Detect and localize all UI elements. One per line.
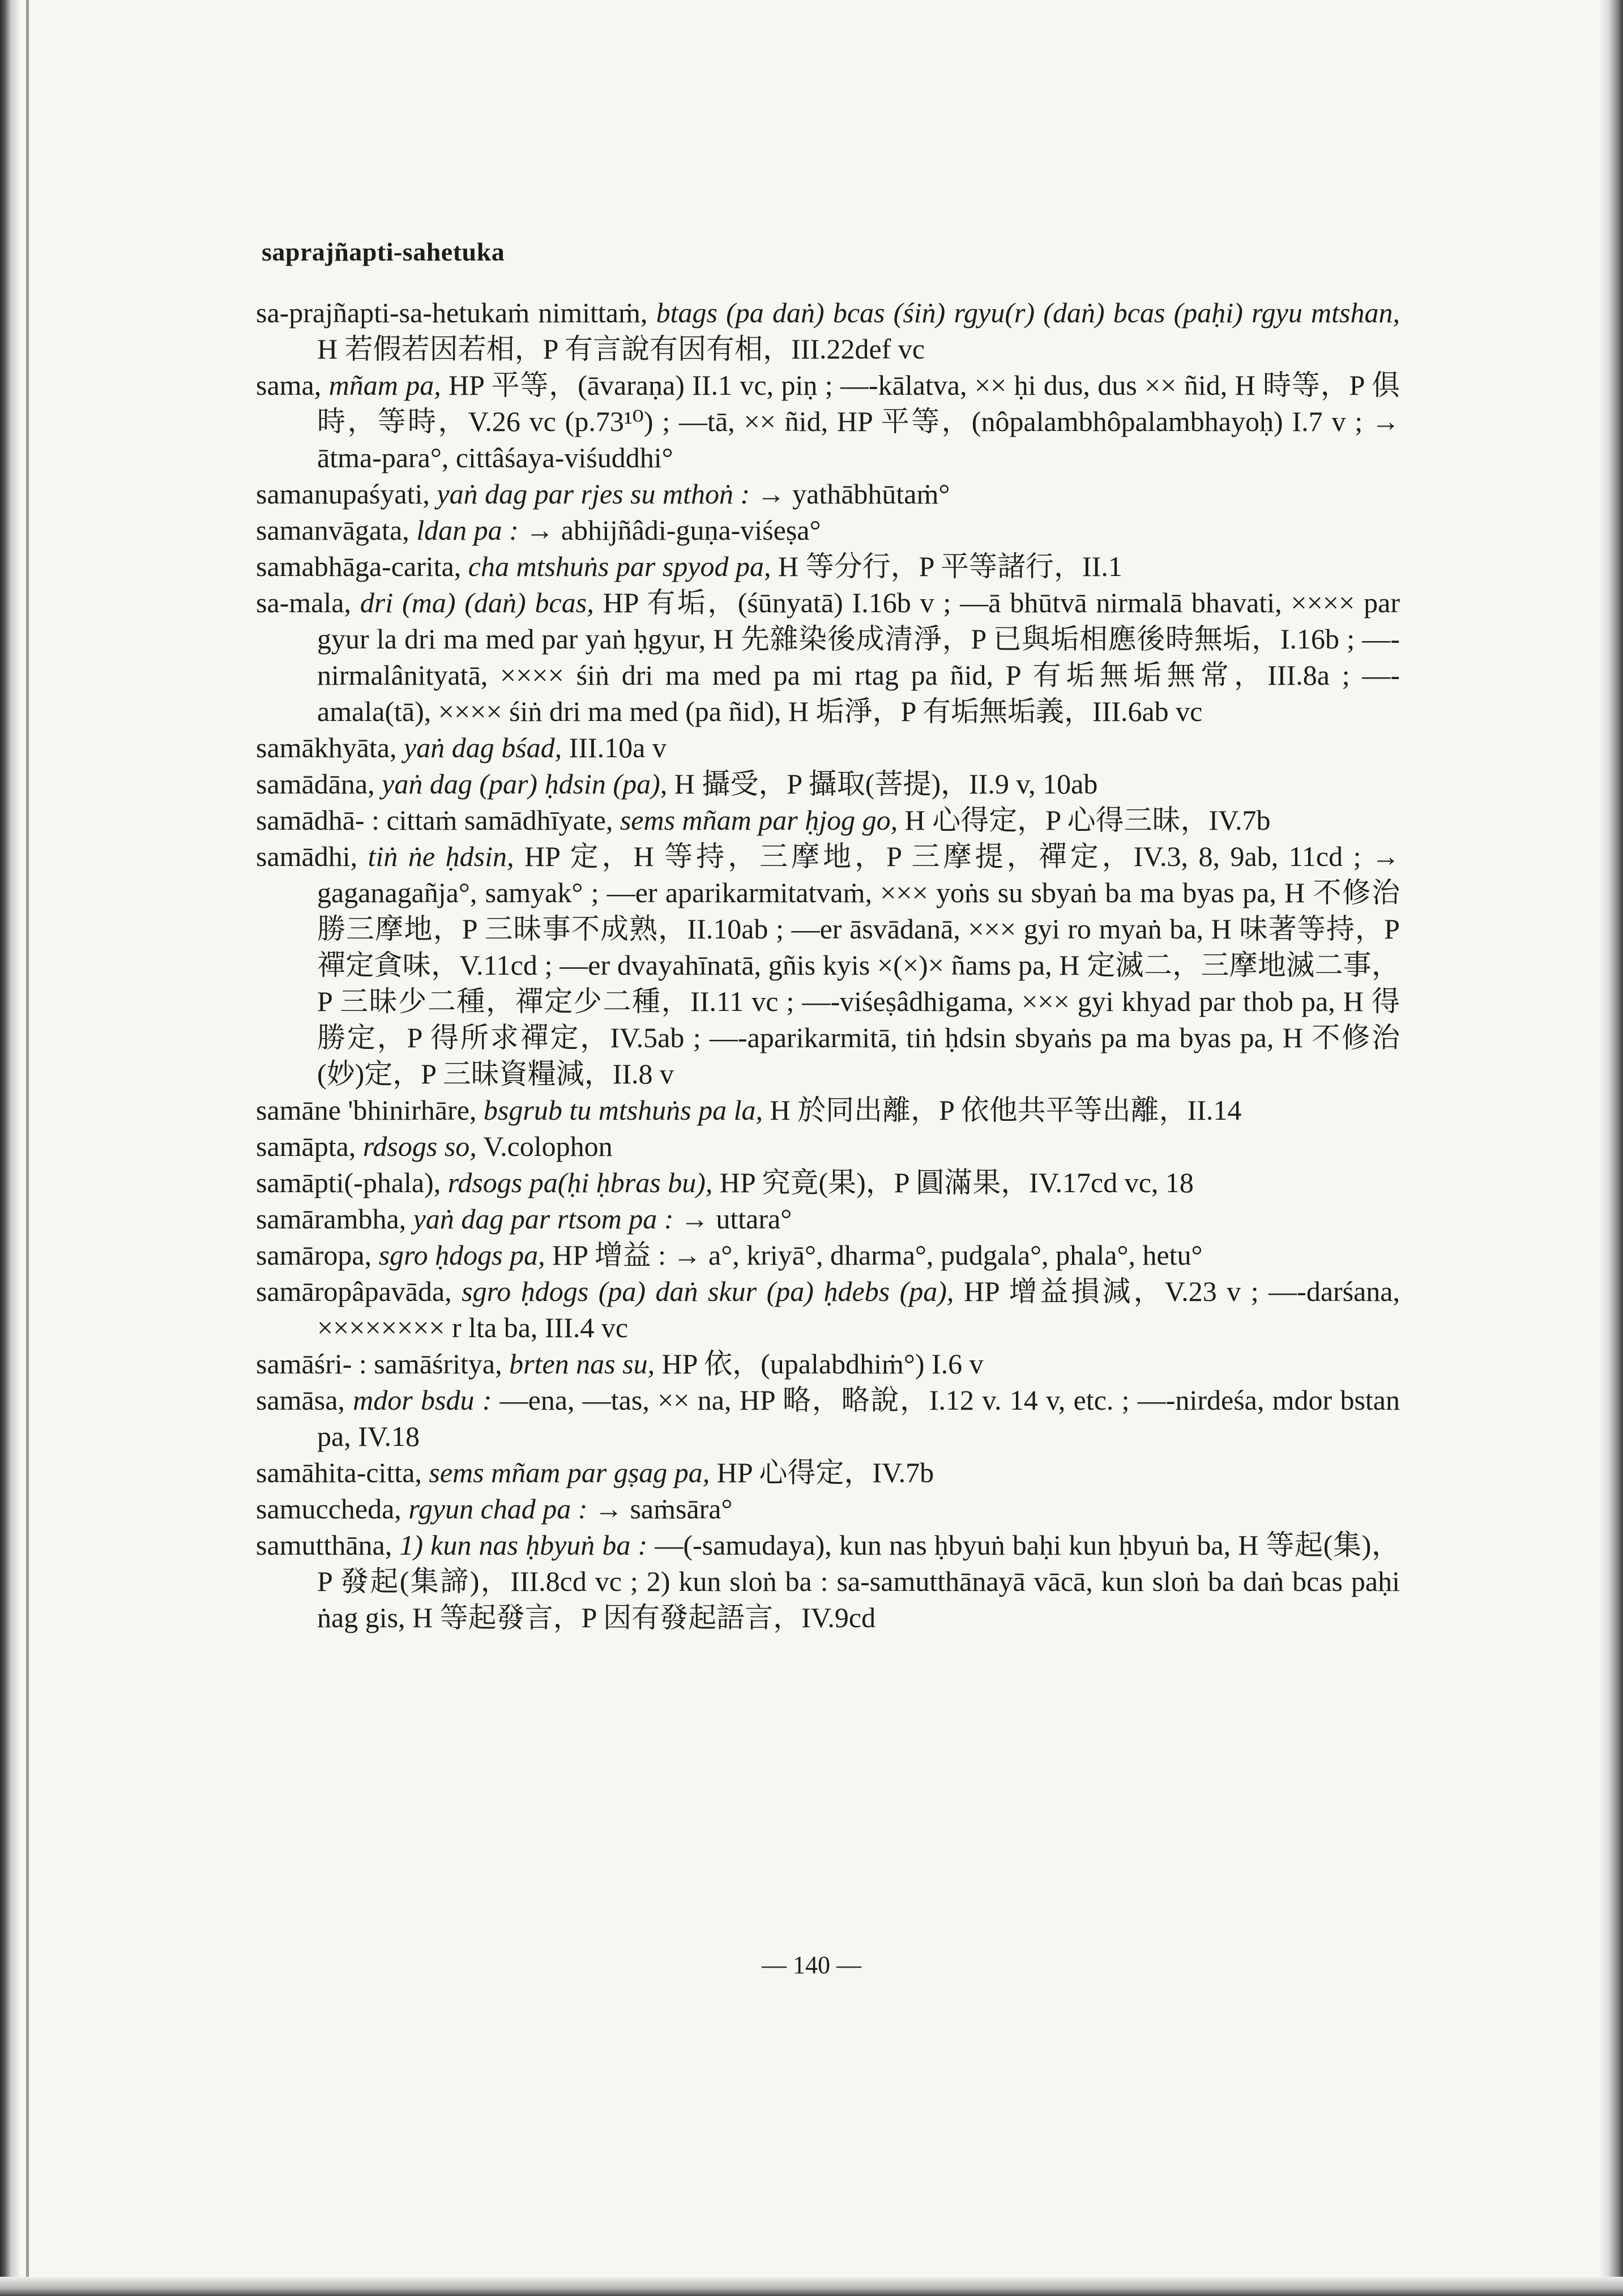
- entry-tibetan: rgyun chad pa :: [401, 1493, 588, 1525]
- entry-tibetan: sems mñam par gṣag pa,: [421, 1457, 710, 1488]
- entry-tibetan: yaṅ dag (par) ḥdsin (pa),: [374, 768, 668, 800]
- entry: [256, 1201, 1400, 1237]
- entry-headword: samārambha,: [256, 1203, 407, 1235]
- entry-body: HP 心得定，IV.7b: [710, 1457, 934, 1488]
- entry-tibetan: ldan pa :: [409, 514, 519, 546]
- entry: [256, 729, 1400, 766]
- entry: [256, 1491, 1400, 1527]
- entry-headword: sa-prajñapti-sa-hetukaṁ nimittaṁ,: [256, 297, 648, 328]
- entry-body: V.colophon: [476, 1130, 613, 1162]
- entry: [256, 512, 1400, 548]
- entry: [256, 584, 1400, 729]
- entry: [256, 1164, 1400, 1201]
- entry: [256, 766, 1400, 802]
- entry-headword: samutthāna,: [256, 1529, 392, 1561]
- entry-body: HP 增益 : → a°, kriyā°, dharma°, pudgala°, phala°, hetu°: [545, 1239, 1203, 1271]
- entry-headword: samāśri- : samāśritya,: [256, 1348, 502, 1380]
- entry-body: —ena, —tas, ×× na, HP 略，略說，I.12 v. 14 v, etc. ; —-nirdeśa, mdor bstan pa, IV.18: [317, 1384, 1400, 1452]
- entry-tibetan: dri (ma) (daṅ) bcas,: [351, 587, 594, 618]
- entry: [256, 1128, 1400, 1164]
- entry: [256, 476, 1400, 512]
- running-head: saprajñapti-sahetuka: [262, 237, 505, 266]
- entry: [256, 1237, 1400, 1273]
- entry: [256, 548, 1400, 584]
- entry-body: HP 增益損減，V.23 v ; —-darśana, ×××××××× r lta ba, III.4 vc: [317, 1275, 1400, 1343]
- entry-headword: samabhāga-carita,: [256, 550, 462, 582]
- entry-body: → abhijñâdi-guṇa-viśeṣa°: [518, 514, 821, 546]
- entry-headword: sama,: [256, 369, 322, 401]
- entry-headword: samāpti(-phala),: [256, 1167, 441, 1198]
- entry-body: → uttara°: [673, 1203, 792, 1235]
- entry-headword: samanupaśyati,: [256, 478, 430, 510]
- entry-body: HP 定，H 等持，三摩地，P 三摩提，禪定，IV.3, 8, 9ab, 11cd ; → gaganagañja°, samyak° ; —er aparikarmitatvaṁ, ××× yoṅs su sbyaṅ ba ma byas pa, H 不修治勝三摩地，P 三昧事不成熟，II.10ab ; —er āsvādanā, ××× gyi ro myaṅ ba, H 味著等持，P 禪定貪味，V.11cd ; —er dvayahīnatā, gñis kyis ×(×)× ñams pa, H 定滅二，三摩地滅二事，P 三昧少二種，禪定少二種，II.11 vc ; —-viśeṣâdhigama, ××× gyi khyad par thob pa, H 得勝定，P 得所求禪定，IV.5ab ; —-aparikarmitā, tiṅ ḥdsin sbyaṅs pa ma byas pa, H 不修治(妙)定，P 三昧資糧減，II.8 v: [317, 840, 1400, 1090]
- entry: [256, 367, 1400, 476]
- entry: [256, 1346, 1400, 1382]
- entry-headword: samādhā- : cittaṁ samādhīyate,: [256, 804, 613, 836]
- entry-tibetan: tiṅ ṅe ḥdsin,: [357, 840, 514, 872]
- entry-body: HP 究竟(果)，P 圓滿果，IV.17cd vc, 18: [712, 1167, 1194, 1198]
- entry-tibetan: btags (pa daṅ) bcas (śiṅ) rgyu(r) (daṅ) bcas (paḥi) rgyu mtshan,: [647, 297, 1400, 328]
- entry-tibetan: sems mñam par ḥjog go,: [613, 804, 898, 836]
- dictionary-entries: [256, 295, 1400, 1636]
- entry: [256, 1092, 1400, 1128]
- entry-tibetan: mñam pa,: [321, 369, 441, 401]
- entry-tibetan: 1) kun nas ḥbyuṅ ba :: [392, 1529, 648, 1561]
- entry: [256, 295, 1400, 367]
- entry-headword: samākhyāta,: [256, 732, 397, 763]
- entry-tibetan: sgro ḥdogs pa,: [371, 1239, 545, 1271]
- entry-body: III.10a v: [562, 732, 667, 763]
- page-number: — 140 —: [762, 1951, 861, 1979]
- entry-tibetan: yaṅ dag bśad,: [396, 732, 562, 763]
- entry-body: → yathābhūtaṁ°: [750, 478, 950, 510]
- entry-tibetan: cha mtshuṅs par spyod pa,: [461, 550, 771, 582]
- entry-body: → saṁsāra°: [587, 1493, 733, 1525]
- page-bottom-shadow: [0, 2277, 1623, 2296]
- entry-tibetan: rdsogs pa(ḥi ḥbras bu),: [441, 1167, 713, 1198]
- entry-headword: samāpta,: [256, 1130, 356, 1162]
- entry: [256, 1454, 1400, 1491]
- entry-tibetan: brten nas su,: [502, 1348, 655, 1380]
- entry-tibetan: yaṅ dag par rtsom pa :: [406, 1203, 674, 1235]
- entry-headword: samāne 'bhinirhāre,: [256, 1094, 477, 1126]
- entry-headword: samādāna,: [256, 768, 375, 800]
- entry-body: H 攝受，P 攝取(菩提)，II.9 v, 10ab: [667, 768, 1098, 800]
- entry: [256, 1527, 1400, 1636]
- entry-body: HP 平等，(āvaraṇa) II.1 vc, piṇ ; —-kālatva, ×× ḥi dus, dus ×× ñid, H 時等，P 俱時，等時，V.26 vc (p.73¹⁰) ; —tā, ×× ñid, HP 平等，(nôpalambhôpalambhayoḥ) I.7 v ; → ātma-para°, cittâśaya-viśuddhi°: [317, 369, 1400, 473]
- entry-headword: samāhita-citta,: [256, 1457, 422, 1488]
- entry-body: H 心得定，P 心得三昧，IV.7b: [898, 804, 1271, 836]
- entry: [256, 1273, 1400, 1346]
- entry-headword: samanvāgata,: [256, 514, 409, 546]
- entry-body: H 於同出離，P 依他共平等出離，II.14: [763, 1094, 1242, 1126]
- entry-headword: samāropa,: [256, 1239, 372, 1271]
- entry: [256, 838, 1400, 1092]
- entry-headword: samuccheda,: [256, 1493, 402, 1525]
- entry-headword: samādhi,: [256, 840, 358, 872]
- entry-body: H 等分行，P 平等諸行，II.1: [771, 550, 1122, 582]
- entry-headword: sa-mala,: [256, 587, 351, 618]
- entry-body: H 若假若因若相，P 有言說有因有相，III.22def vc: [317, 333, 925, 365]
- entry-tibetan: mdor bsdu :: [344, 1384, 492, 1416]
- entry-tibetan: sgro ḥdogs (pa) daṅ skur (pa) ḥdebs (pa),: [451, 1275, 954, 1307]
- entry-body: —(-samudaya), kun nas ḥbyuṅ baḥi kun ḥbyuṅ ba, H 等起(集)，P 發起(集諦)，III.8cd vc ; 2) kun sloṅ ba : sa-samutthānayā vācā, kun sloṅ ba daṅ bcas paḥi ṅag gis, H 等起發言，P 因有發起語言，IV.9cd: [317, 1529, 1400, 1633]
- entry-body: HP 有垢，(śūnyatā) I.16b v ; —ā bhūtvā nirmalā bhavati, ×××× par gyur la dri ma med par yaṅ ḥgyur, H 先雜染後成清淨，P 已與垢相應後時無垢，I.16b ; —-nirmalânityatā, ×××× śiṅ dri ma med pa mi rtag pa ñid, P 有垢無垢無常，III.8a ; —-amala(tā), ×××× śiṅ dri ma med (pa ñid), H 垢淨，P 有垢無垢義，III.6ab vc: [317, 587, 1400, 727]
- entry-headword: samāsa,: [256, 1384, 345, 1416]
- entry-headword: samāropâpavāda,: [256, 1275, 452, 1307]
- entry: [256, 1382, 1400, 1454]
- entry-tibetan: bsgrub tu mtshuṅs pa la,: [476, 1094, 763, 1126]
- entry-body: HP 依，(upalabdhiṁ°) I.6 v: [655, 1348, 984, 1380]
- entry-tibetan: yaṅ dag par rjes su mthoṅ :: [429, 478, 750, 510]
- entry-tibetan: rdsogs so,: [356, 1130, 477, 1162]
- entry: [256, 802, 1400, 838]
